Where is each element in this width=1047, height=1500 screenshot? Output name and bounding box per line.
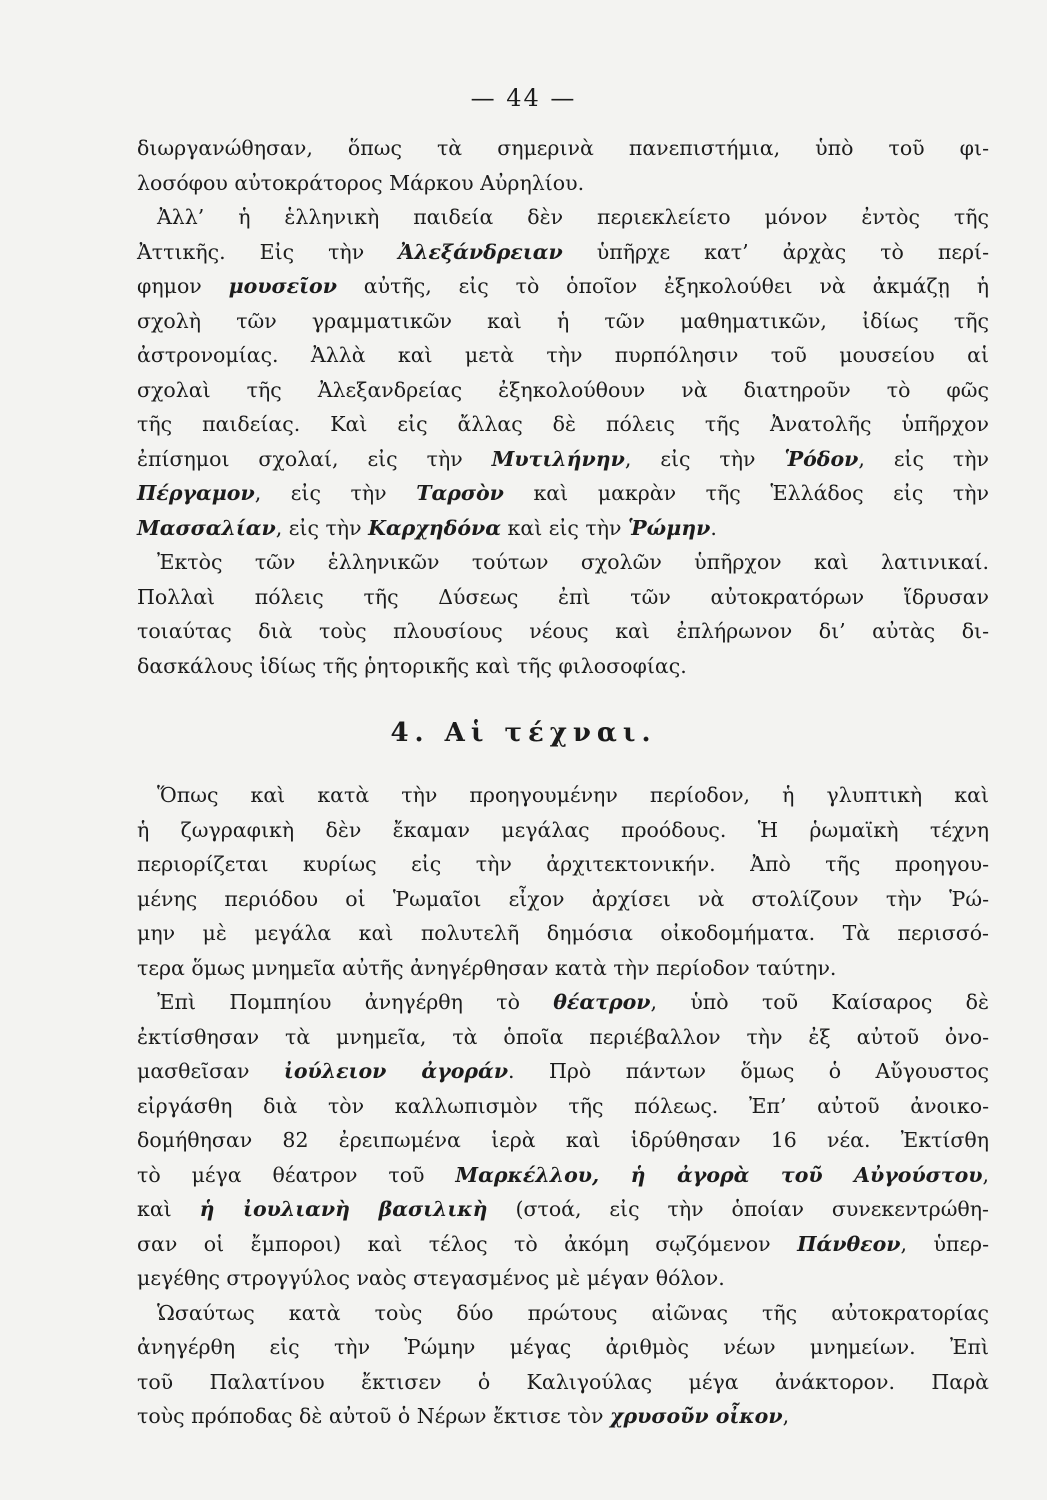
- emphasized-term: Ἀλεξάνδρειαν: [398, 239, 563, 264]
- emphasized-term: Μασσαλίαν: [137, 515, 276, 540]
- text-line: φημον μουσεῖον αὐτῆς, εἰς τὸ ὁποῖον ἐξηκολούθει νὰ ἀκμάζῃ ἡ: [137, 274, 989, 298]
- text-line: σχολαὶ τῆς Ἀλεξανδρείας ἐξηκολούθουν νὰ διατηροῦν τὸ φῶς: [137, 377, 989, 402]
- text-line: ἐπίσημοι σχολαί, εἰς τὴν Μυτιλήνην, εἰς τὴν Ῥόδον, εἰς τὴν: [137, 446, 989, 471]
- text-line: Ἐκτὸς τῶν ἑλληνικῶν τούτων σχολῶν ὑπῆρχον καὶ λατινικαί.: [157, 550, 989, 574]
- text-line: μένης περιόδου οἱ Ῥωμαῖοι εἶχον ἀρχίσει νὰ στολίζουν τὴν Ῥώ-: [137, 886, 989, 911]
- text-line: Ὅπως καὶ κατὰ τὴν προηγουμένην περίοδον, ἡ γλυπτικὴ καὶ: [157, 783, 989, 807]
- text-line: εἰργάσθη διὰ τὸν καλλωπισμὸν τῆς πόλεως. Ἐπ’ αὐτοῦ ἀνοικο-: [137, 1093, 989, 1118]
- emphasized-term: Ταρσὸν: [416, 481, 504, 505]
- text-line: τῆς παιδείας. Καὶ εἰς ἄλλας δὲ πόλεις τῆς Ἀνατολῆς ὑπῆρχον: [137, 412, 989, 436]
- text-line: λοσόφου αὐτοκράτορος Μάρκου Αὐρηλίου.: [137, 170, 585, 195]
- text-line: Πολλαὶ πόλεις τῆς Δύσεως ἐπὶ τῶν αὐτοκρατόρων ἵδρυσαν: [137, 584, 989, 609]
- emphasized-term: ἰούλειον ἀγοράν: [283, 1059, 509, 1083]
- text-line: περιορίζεται κυρίως εἰς τὴν ἀρχιτεκτονικήν. Ἀπὸ τῆς προηγου-: [137, 852, 989, 876]
- text-line: μασθεῖσαν ἰούλειον ἀγοράν. Πρὸ πάντων ὅμως ὁ Αὔγουστος: [137, 1059, 989, 1083]
- emphasized-term: Μαρκέλλου, ἡ ἀγορὰ τοῦ Αὐγούστου: [455, 1162, 983, 1187]
- text-line: τοιαύτας διὰ τοὺς πλουσίους νέους καὶ ἐπλήρωνον δι’ αὐτὰς δι-: [137, 619, 989, 643]
- text-line: διωργανώθησαν, ὅπως τὰ σημερινὰ πανεπιστήμια, ὑπὸ τοῦ φι-: [137, 136, 989, 160]
- emphasized-term: ἡ ἰουλιανὴ βασιλικὴ: [199, 1197, 488, 1221]
- emphasized-term: Ῥόδον: [784, 446, 859, 471]
- text-line: σχολὴ τῶν γραμματικῶν καὶ ἡ τῶν μαθηματικῶν, ἰδίως τῆς: [137, 308, 989, 333]
- emphasized-term: μουσεῖον: [228, 274, 337, 298]
- text-line: ἀνηγέρθη εἰς τὴν Ῥώμην μέγας ἀριθμὸς νέων μνημείων. Ἐπὶ: [137, 1335, 989, 1359]
- emphasized-term: Καρχηδόνα: [368, 515, 502, 540]
- emphasized-term: Πέργαμον: [137, 481, 255, 505]
- emphasized-term: Μυτιλήνην: [491, 446, 625, 471]
- text-line: τοῦ Παλατίνου ἔκτισεν ὁ Καλιγούλας μέγα ἀνάκτορον. Παρὰ: [137, 1369, 989, 1394]
- text-line: δασκάλους ἰδίως τῆς ῥητορικῆς καὶ τῆς φιλοσοφίας.: [137, 653, 687, 678]
- text-line: μεγέθης στρογγύλος ναὸς στεγασμένος μὲ μέγαν θόλον.: [137, 1266, 725, 1290]
- text-block-schools: [137, 131, 989, 683]
- text-line: Ἐπὶ Πομπηίου ἀνηγέρθη τὸ θέατρον, ὑπὸ τοῦ Καίσαρος δὲ: [157, 990, 989, 1014]
- page-number: — 44 —: [470, 84, 577, 112]
- text-line: ἐκτίσθησαν τὰ μνημεῖα, τὰ ὁποῖα περιέβαλλον τὴν ἐξ αὐτοῦ ὀνο-: [137, 1024, 989, 1049]
- text-line: τερα ὅμως μνημεῖα αὐτῆς ἀνηγέρθησαν κατὰ τὴν περίοδον ταύτην.: [137, 955, 837, 980]
- text-line: Μασσαλίαν, εἰς τὴν Καρχηδόνα καὶ εἰς τὴν Ῥώμην.: [137, 515, 717, 540]
- emphasized-term: χρυσοῦν οἶκον: [609, 1404, 783, 1428]
- section-heading: 4. Αἱ τέχναι.: [390, 718, 657, 748]
- emphasized-term: θέατρον: [553, 990, 651, 1014]
- text-line: Ἀττικῆς. Εἰς τὴν Ἀλεξάνδρειαν ὑπῆρχε κατ’ ἀρχὰς τὸ περί-: [137, 239, 990, 264]
- text-line: Ἀλλ’ ἡ ἑλληνικὴ παιδεία δὲν περιεκλείετο μόνον ἐντὸς τῆς: [157, 205, 989, 229]
- text-line: δομήθησαν 82 ἐρειπωμένα ἱερὰ καὶ ἱδρύθησαν 16 νέα. Ἐκτίσθη: [137, 1128, 989, 1152]
- text-line: Ὡσαύτως κατὰ τοὺς δύο πρώτους αἰῶνας τῆς αὐτοκρατορίας: [157, 1300, 989, 1325]
- text-line: Πέργαμον, εἰς τὴν Ταρσὸν καὶ μακρὰν τῆς Ἑλλάδος εἰς τὴν: [137, 481, 989, 505]
- text-line: τοὺς πρόποδας δὲ αὐτοῦ ὁ Νέρων ἔκτισε τὸν χρυσοῦν οἶκον,: [137, 1404, 790, 1428]
- text-line: μην μὲ μεγάλα καὶ πολυτελῆ δημόσια οἰκοδομήματα. Τὰ περισσό-: [137, 921, 989, 945]
- text-line: ἀστρονομίας. Ἀλλὰ καὶ μετὰ τὴν πυρπόλησιν τοῦ μουσείου αἱ: [137, 343, 989, 367]
- text-line: σαν οἱ ἔμποροι) καὶ τέλος τὸ ἀκόμη σῳζόμενον Πάνθεον, ὑπερ-: [137, 1231, 989, 1256]
- emphasized-term: Ῥώμην: [628, 515, 711, 540]
- text-line: τὸ μέγα θέατρον τοῦ Μαρκέλλου, ἡ ἀγορὰ τοῦ Αὐγούστου,: [137, 1162, 990, 1187]
- text-line: καὶ ἡ ἰουλιανὴ βασιλικὴ (στοά, εἰς τὴν ὁποίαν συνεκεντρώθη-: [137, 1197, 989, 1221]
- text-block-arts: [137, 778, 989, 1434]
- emphasized-term: Πάνθεον: [797, 1231, 901, 1256]
- text-line: ἡ ζωγραφικὴ δὲν ἔκαμαν μεγάλας προόδους. Ἡ ῥωμαϊκὴ τέχνη: [137, 817, 989, 842]
